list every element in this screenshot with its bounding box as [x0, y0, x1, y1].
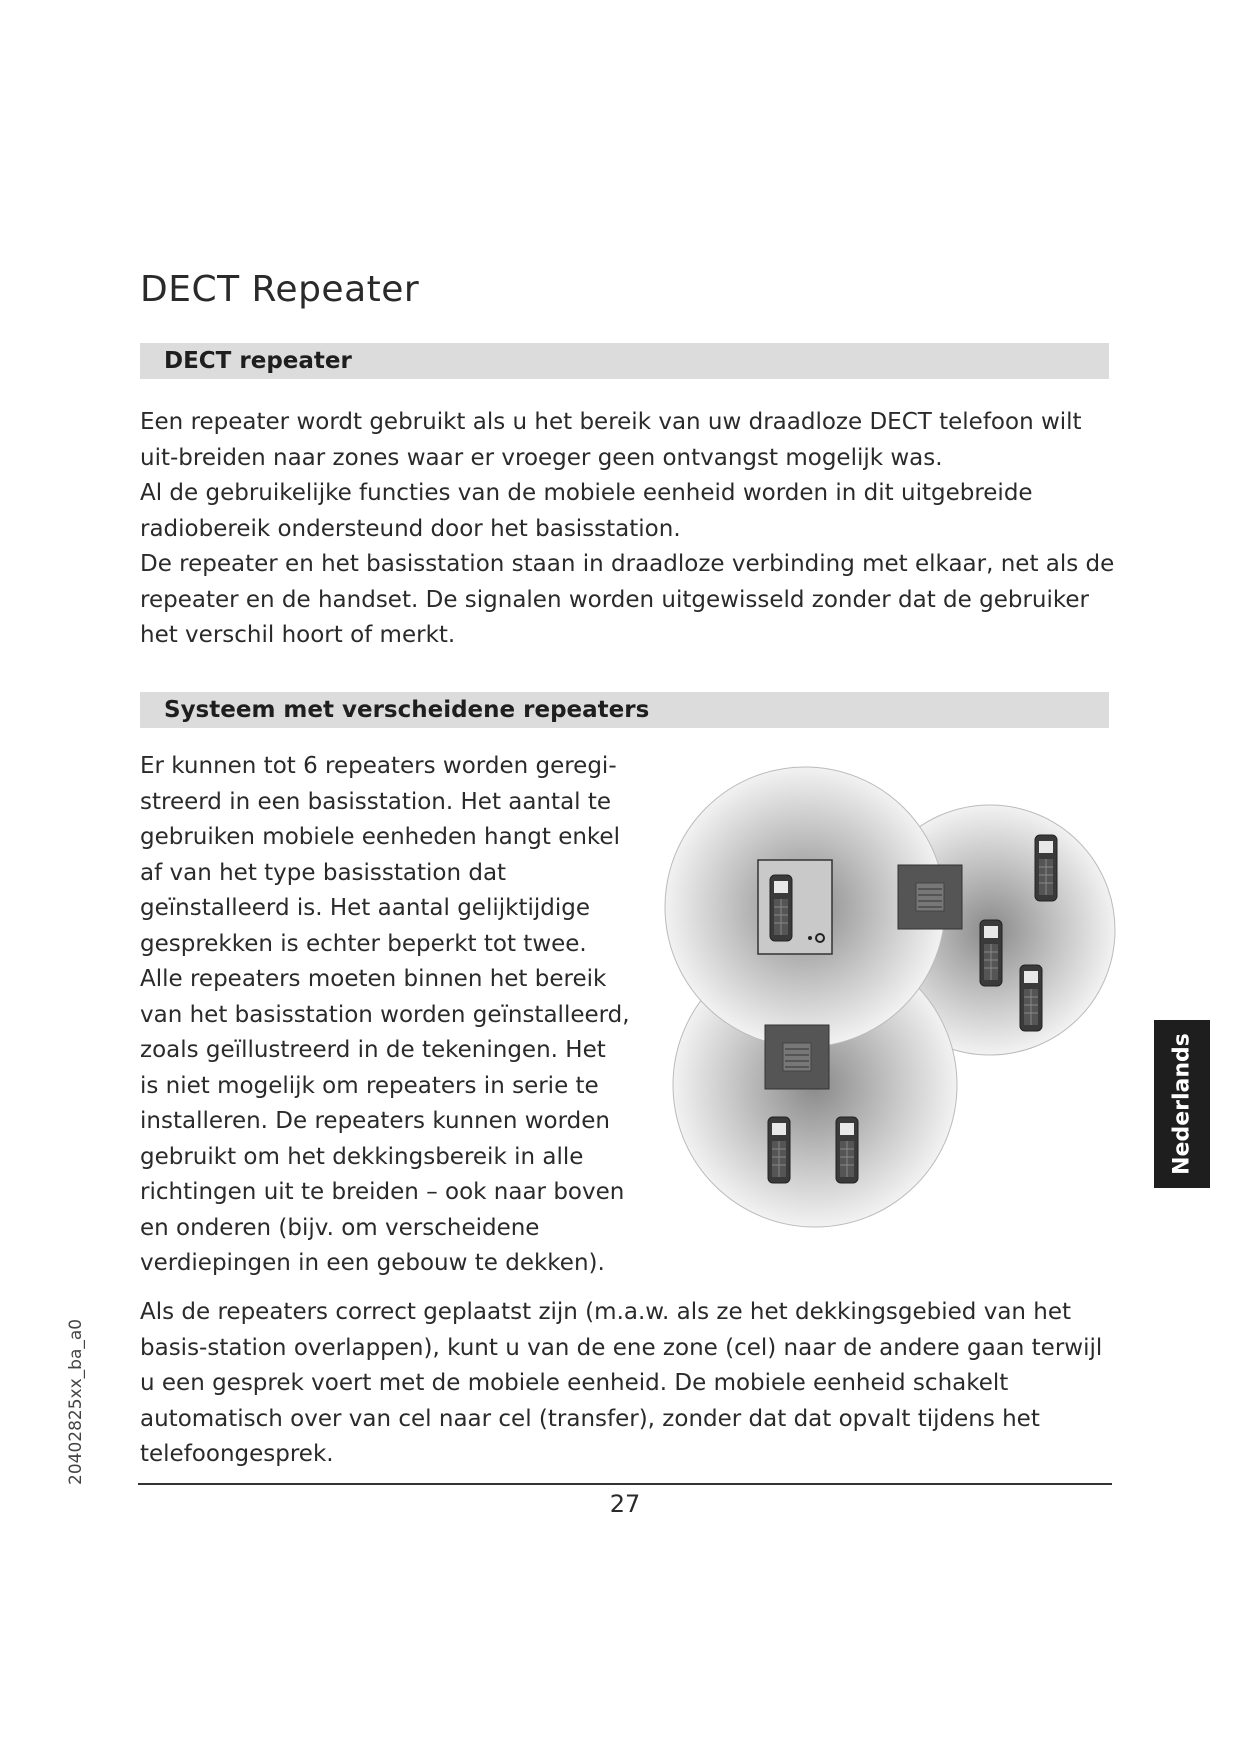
handset — [1020, 965, 1042, 1031]
intro-text — [140, 405, 1120, 654]
document-code: 20402825xx_ba_a0 — [66, 1318, 86, 1485]
paragraph: Al de gebruikelijke functies van de mobiele eenheid worden in dit uitgebreide radiobereik ondersteund door het basisstation. — [140, 480, 1033, 542]
repeater — [898, 865, 962, 929]
page-title: DECT Repeater — [140, 269, 420, 311]
footer-divider — [138, 1483, 1112, 1485]
paragraph: Een repeater wordt gebruikt als u het bereik van uw draadloze DECT telefoon wilt uit-breiden naar zones waar er vroeger geen ontvangst mogelijk was. — [140, 409, 1082, 471]
language-tab-label: Nederlands — [1169, 1033, 1195, 1175]
paragraph: Alle repeaters moeten binnen het bereik van het basisstation worden geïnstalleerd, zoals geïllustreerd in de tekeningen. Het is niet mogelijk om repeaters in serie te installeren. De repeaters kunnen worden gebruikt om het dekkingsbereik in alle richtingen uit te breiden – ook naar boven en onderen (bijv. om verscheidene verdiepingen in een gebouw te dekken). — [140, 966, 630, 1276]
handset — [836, 1117, 858, 1183]
paragraph: De repeater en het basisstation staan in draadloze verbinding met elkaar, net als de repeater en de handset. De signalen worden uitgewisseld zonder dat de gebruiker het verschil hoort of merkt. — [140, 551, 1115, 648]
tail-text — [140, 1295, 1120, 1473]
repeater-coverage-diagram — [640, 755, 1120, 1255]
section-heading-multiple-repeaters: Systeem met verscheidene repeaters — [140, 692, 1109, 728]
wrapped-text — [140, 749, 630, 1282]
paragraph: Er kunnen tot 6 repeaters worden geregi-streerd in een basisstation. Het aantal te gebruiken mobiele eenheden hangt enkel af van het type basisstation dat geïnstalleerd is. Het aantal gelijktijdige gesprekken is echter beperkt tot twee. — [140, 753, 620, 957]
language-tab — [1154, 1020, 1210, 1188]
handset — [980, 920, 1002, 986]
paragraph: Als de repeaters correct geplaatst zijn (m.a.w. als ze het dekkingsgebied van het basis-station overlappen), kunt u van de ene zone (cel) naar de andere gaan terwijl u een gesprek voert met de mobiele eenheid. De mobiele eenheid schakelt automatisch over van cel naar cel (transfer), zonder dat dat opvalt tijdens het telefoongesprek. — [140, 1299, 1103, 1467]
section-heading-dect-repeater: DECT repeater — [140, 343, 1109, 379]
page-number: 27 — [609, 1490, 641, 1518]
repeater — [765, 1025, 829, 1089]
base-station — [758, 860, 832, 954]
handset — [768, 1117, 790, 1183]
handset — [1035, 835, 1057, 901]
